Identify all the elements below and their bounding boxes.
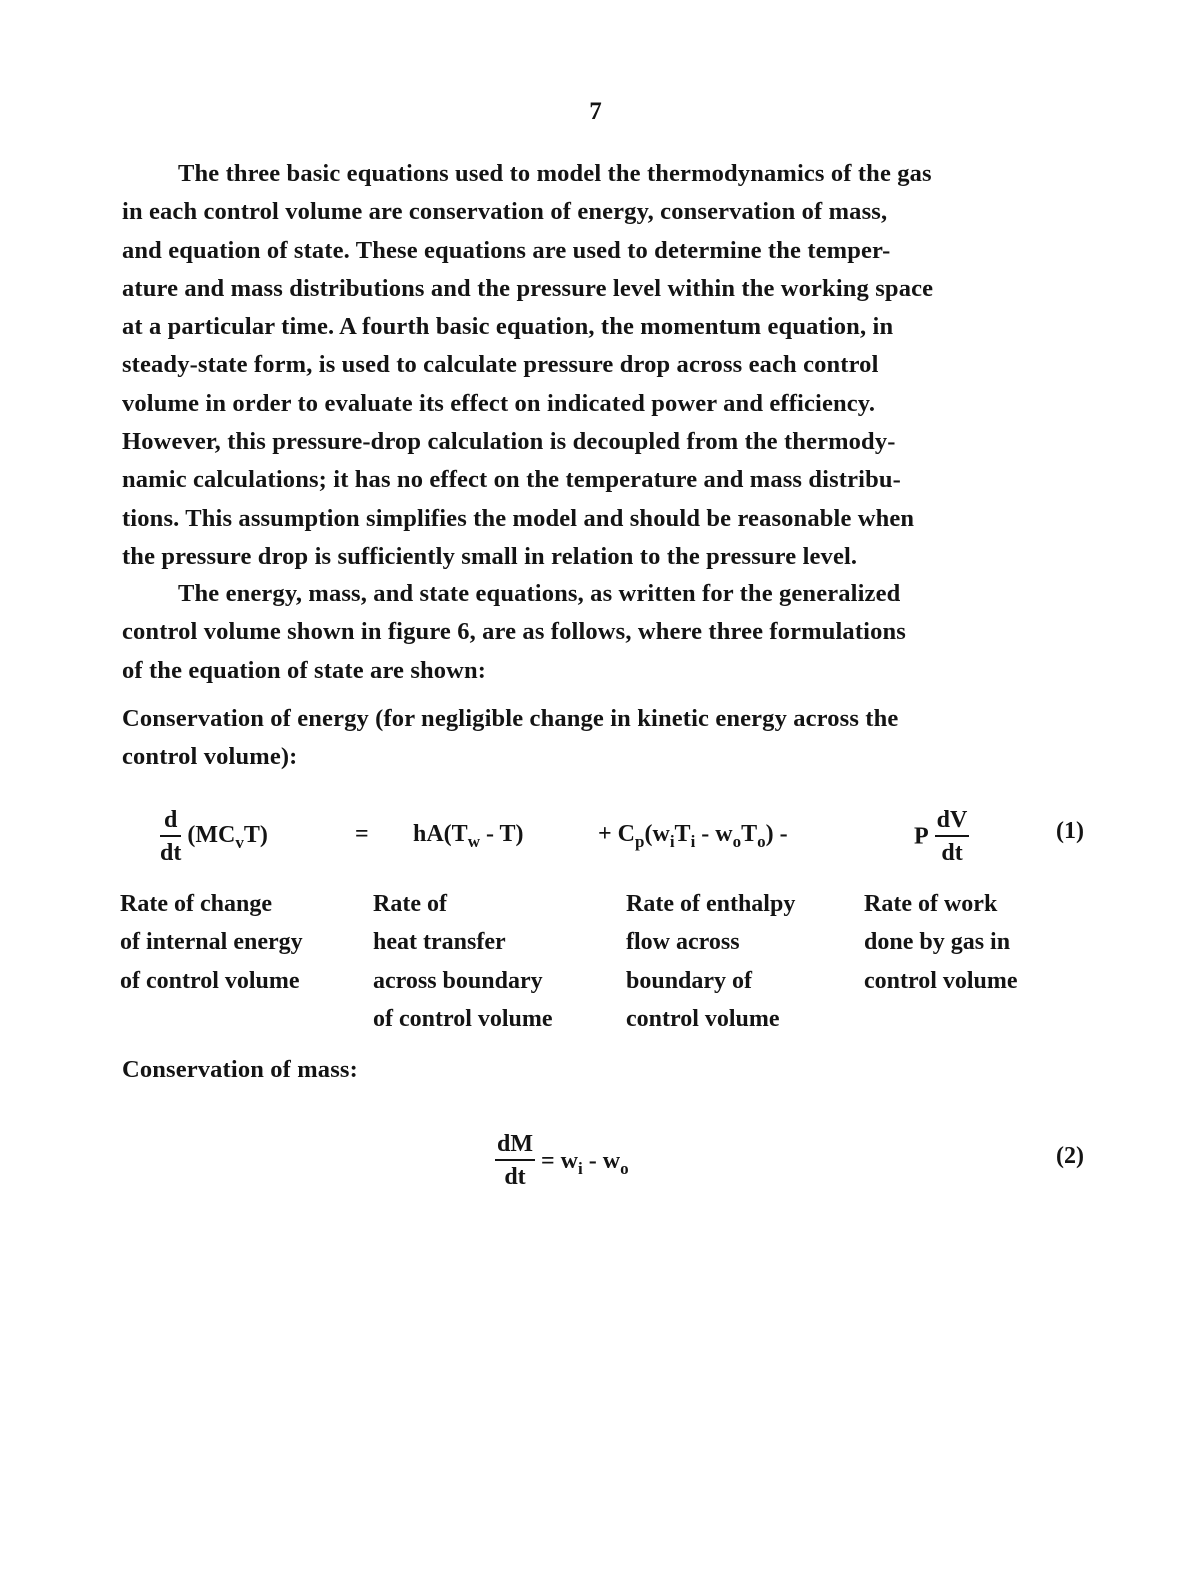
- label-heat-transfer: [373, 885, 553, 1038]
- text-line: ature and mass distributions and the pressure level within the working space: [122, 274, 934, 302]
- label-work: [864, 885, 1018, 1000]
- subscript: w: [467, 832, 480, 851]
- lhs-text: T): [243, 822, 268, 849]
- text-line: at a particular time. A fourth basic equation, the momentum equation, in: [122, 313, 894, 341]
- subscript: i: [669, 832, 675, 851]
- term-text: + C: [598, 821, 636, 847]
- text-line: the pressure drop is sufficiently small in relation to the pressure level.: [122, 542, 858, 570]
- text-line: However, this pressure-drop calculation is decoupled from the thermody-: [122, 428, 896, 456]
- label-line: Rate of change: [120, 891, 272, 917]
- rhs-term: [541, 1147, 629, 1178]
- subscript: o: [757, 832, 766, 851]
- subscript: i: [690, 832, 696, 851]
- term-text: - T): [479, 821, 524, 847]
- text-line: volume in order to evaluate its effect on indicated power and efficiency.: [122, 389, 876, 417]
- label-enthalpy-flow: [626, 885, 795, 1038]
- fraction-denominator: dt: [160, 840, 182, 866]
- text-line: control volume):: [122, 743, 298, 771]
- equation-2: [495, 1132, 629, 1189]
- label-line: across boundary: [373, 967, 543, 994]
- subscript: o: [732, 832, 742, 851]
- label-line: of internal energy: [120, 929, 303, 956]
- subscript: i: [578, 1158, 583, 1178]
- lhs-text: (MC: [187, 822, 236, 849]
- subscript: o: [620, 1158, 629, 1178]
- paragraph-model-equations: [122, 155, 1092, 576]
- label-line: control volume: [626, 1005, 780, 1032]
- text-line: and equation of state. These equations are used to determine the temper-: [122, 236, 891, 264]
- text-line: of the equation of state are shown:: [122, 656, 487, 684]
- text-line: steady-state form, is used to calculate pressure drop across each control: [122, 351, 879, 379]
- term-text: T: [741, 821, 758, 847]
- term-text: = w: [541, 1147, 579, 1174]
- text-line: The three basic equations used to model the thermodynamics of the gas: [178, 160, 932, 187]
- term-text: T: [674, 821, 691, 847]
- term-text: - w: [582, 1147, 621, 1174]
- text-line: The energy, mass, and state equations, as written for the generalized: [178, 580, 901, 607]
- text-line: in each control volume are conservation of energy, conservation of mass,: [122, 198, 888, 226]
- label-line: flow across: [626, 929, 740, 956]
- label-line: boundary of: [626, 967, 753, 994]
- text-line: tions. This assumption simplifies the model and should be reasonable when: [122, 504, 915, 532]
- fraction-dm-dt: [495, 1132, 535, 1189]
- label-line: of control volume: [120, 967, 300, 994]
- label-line: done by gas in: [864, 929, 1011, 956]
- label-internal-energy: [120, 885, 303, 1000]
- equals-sign: =: [355, 821, 369, 847]
- fraction-d-dt: [160, 808, 181, 865]
- mass-heading: Conservation of mass:: [122, 1056, 358, 1083]
- fraction-dv-dt: [935, 808, 970, 865]
- term-text: - w: [695, 821, 733, 847]
- term-text: ) -: [765, 821, 788, 847]
- fraction-denominator: dt: [941, 840, 963, 866]
- term-text: (w: [644, 821, 670, 847]
- text-line: Conservation of energy (for negligible change in kinetic energy across the: [122, 705, 899, 732]
- paragraph-equations-intro: [122, 575, 1092, 690]
- fraction-numerator: dV: [935, 808, 970, 837]
- work-term: [914, 808, 969, 865]
- equation-number-2: (2): [1056, 1143, 1084, 1169]
- lhs-term: [187, 822, 268, 853]
- fraction-denominator: dt: [504, 1164, 526, 1190]
- subscript: v: [235, 833, 244, 853]
- enthalpy-term: [598, 821, 788, 851]
- equation-number-1: (1): [1056, 818, 1084, 844]
- label-line: Rate of work: [864, 891, 998, 917]
- text-line: control volume shown in figure 6, are as follows, where three formulations: [122, 618, 906, 646]
- energy-heading: [122, 700, 898, 777]
- text-line: namic calculations; it has no effect on the temperature and mass distribu-: [122, 466, 901, 494]
- label-line: control volume: [864, 967, 1018, 994]
- term-text: hA(T: [413, 821, 468, 847]
- page-number: 7: [589, 98, 602, 125]
- term-text: P: [914, 823, 929, 850]
- fraction-numerator: d: [160, 808, 181, 837]
- label-line: of control volume: [373, 1005, 553, 1032]
- label-line: heat transfer: [373, 929, 506, 956]
- heat-transfer-term: [413, 821, 524, 851]
- equation-1-lhs: [160, 808, 268, 865]
- label-line: Rate of: [373, 891, 447, 917]
- fraction-numerator: dM: [495, 1132, 535, 1161]
- subscript: p: [635, 832, 645, 851]
- label-line: Rate of enthalpy: [626, 891, 796, 917]
